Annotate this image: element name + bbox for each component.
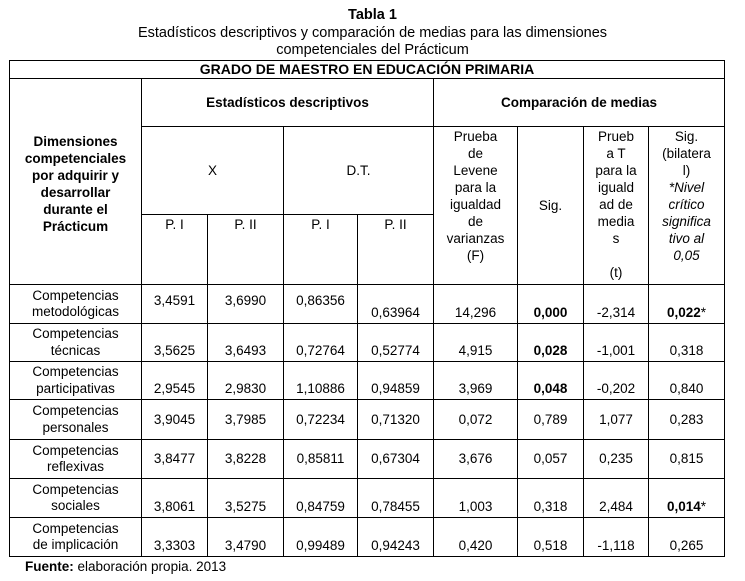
sd-p1-cell: 0,84759 [284, 479, 358, 518]
sig-note-line: crítico [668, 197, 705, 212]
sig-bilateral-value: 0,318 [669, 343, 704, 358]
sig-cell: 0,518 [518, 518, 584, 557]
levene-header-line: (F) [466, 248, 485, 263]
sig-note-line: *Nivel [668, 180, 705, 195]
t-value-cell: 1,077 [584, 400, 649, 440]
source-text: elaboración propia. 2013 [73, 559, 227, 574]
significance-mark: * [700, 305, 707, 320]
table-row [10, 440, 725, 479]
sig-cell: 0,789 [518, 400, 584, 440]
ttest-header [584, 127, 649, 285]
sd-p2-cell: 0,52774 [358, 324, 434, 362]
sig-bilateral-value: 0,815 [669, 451, 704, 466]
sd-p2-cell: 0,94859 [358, 362, 434, 400]
sd-p1-cell: 1,10886 [284, 362, 358, 400]
mean-p1-cell: 3,8477 [142, 440, 208, 479]
table-row [10, 518, 725, 557]
sig-bilateral-cell [649, 324, 725, 362]
dimension-name-line: reflexivas [46, 459, 105, 474]
statistics-table [9, 60, 725, 557]
significance-mark: * [700, 499, 707, 514]
table-band-header: GRADO DE MAESTRO EN EDUCACIÓN PRIMARIA [10, 61, 725, 79]
mean-p2-cell: 3,5275 [208, 479, 284, 518]
mean-p2-cell: 3,6990 [208, 285, 284, 324]
dt-p2-header: P. II [358, 215, 434, 285]
dimension-name-line: técnicas [50, 342, 101, 358]
table-row [10, 285, 725, 324]
mean-p1-cell: 3,4591 [142, 285, 208, 324]
sig-bilateral-cell [649, 518, 725, 557]
mean-p2-cell: 3,4790 [208, 518, 284, 557]
ttest-header-line: media [597, 214, 635, 229]
mean-x-header: X [142, 127, 284, 215]
sig-bilateral-value: 0,014 [667, 499, 701, 514]
mean-p1-cell: 3,8061 [142, 479, 208, 518]
sig-cell: 0,057 [518, 440, 584, 479]
dimension-name [10, 285, 142, 324]
mean-p1-cell: 2,9545 [142, 362, 208, 400]
table-caption-line-1: Estadísticos descriptivos y comparación de medias para las dimensiones [137, 25, 608, 41]
sig-header: Sig. [518, 127, 584, 285]
sig-cell: 0,000 [518, 285, 584, 324]
mean-p2-cell: 3,6493 [208, 324, 284, 362]
sd-p1-cell: 0,72764 [284, 324, 358, 362]
levene-f-cell: 3,676 [434, 440, 518, 479]
sig-bilateral-value: 0,283 [669, 411, 704, 427]
sig-cell: 0,318 [518, 479, 584, 518]
ttest-header-line: a T [606, 146, 626, 161]
dimension-name-line: personales [42, 419, 109, 435]
dimension-name-line: Competencias [32, 287, 119, 303]
dimension-header-line: durante el [43, 201, 108, 217]
levene-f-cell: 0,072 [434, 400, 518, 440]
ttest-header-line: para la [595, 163, 637, 178]
ttest-header-line: Prueb [597, 129, 635, 144]
dimension-name [10, 479, 142, 518]
levene-header-line: varianzas [446, 231, 505, 246]
mean-p2-cell: 3,8228 [208, 440, 284, 479]
source-label: Fuente: [25, 559, 74, 574]
dimension-name-line: Competencias [32, 481, 119, 497]
sig-bilateral-cell [649, 362, 725, 400]
levene-f-cell: 4,915 [434, 324, 518, 362]
dimension-name-line: metodológicas [31, 304, 120, 319]
sd-p2-cell: 0,67304 [358, 440, 434, 479]
table-row [10, 479, 725, 518]
descriptive-stats-header: Estadísticos descriptivos [142, 79, 434, 127]
levene-header-line: Levene [453, 163, 498, 178]
ttest-header-line [586, 247, 646, 264]
mean-p2-cell: 3,7985 [208, 400, 284, 440]
table-source-note [25, 559, 226, 575]
t-value-cell: -1,001 [584, 324, 649, 362]
sd-p1-cell: 0,85811 [284, 440, 358, 479]
dimension-name-line: de implicación [32, 537, 119, 552]
levene-f-cell: 1,003 [434, 479, 518, 518]
table-row [10, 324, 725, 362]
table-title: Tabla 1 [348, 7, 397, 23]
sig-cell: 0,048 [518, 362, 584, 400]
dimension-name [10, 362, 142, 400]
sig-bilateral-cell [649, 400, 725, 440]
dimension-header-line: Prácticum [42, 218, 109, 234]
dimension-name-line: Competencias [32, 442, 119, 458]
sig-bilateral-header-line: Sig. [674, 129, 699, 144]
x-p1-header: P. I [142, 215, 208, 285]
sd-p1-cell: 0,99489 [284, 518, 358, 557]
dimension-name-line: Competencias [32, 520, 119, 536]
sig-note-line: significa [662, 214, 711, 229]
table-row [10, 400, 725, 440]
std-dev-header: D.T. [284, 127, 434, 215]
dimension-name [10, 324, 142, 362]
ttest-header-line: (t) [609, 265, 623, 280]
mean-p2-cell: 2,9830 [208, 362, 284, 400]
dimension-header-line: competenciales [24, 150, 127, 166]
mean-p1-cell: 3,5625 [142, 324, 208, 362]
sig-cell: 0,028 [518, 324, 584, 362]
t-value-cell: -1,118 [584, 518, 649, 557]
sig-note-line: 0,05 [673, 248, 700, 263]
levene-f-cell: 14,296 [434, 285, 518, 324]
ttest-header-line: ad de [599, 197, 633, 212]
dimension-header-line: desarrollar [40, 184, 111, 200]
sig-bilateral-cell [649, 285, 725, 324]
dimension-name-line: sociales [51, 498, 100, 513]
levene-header-line: Prueba [453, 129, 498, 144]
sd-p1-cell: 0,86356 [284, 285, 358, 324]
levene-header-line: de [467, 214, 484, 229]
dimension-column-header [10, 79, 142, 285]
t-value-cell: -2,314 [584, 285, 649, 324]
dt-p1-header: P. I [284, 215, 358, 285]
ttest-header-line: iguald [597, 180, 635, 195]
mean-p1-cell: 3,9045 [142, 400, 208, 440]
dimension-header-line: por adquirir y [31, 167, 119, 183]
mean-p1-cell: 3,3303 [142, 518, 208, 557]
t-value-cell: -0,202 [584, 362, 649, 400]
sig-bilateral-value: 0,022 [667, 305, 701, 320]
levene-header-line: para la [454, 180, 497, 195]
t-value-cell: 0,235 [584, 440, 649, 479]
sig-bilateral-value: 0,265 [669, 538, 704, 553]
ttest-header-line: s [612, 231, 620, 246]
dimension-name [10, 518, 142, 557]
sig-bilateral-cell [649, 479, 725, 518]
levene-header-line: de [467, 146, 484, 161]
dimension-header-line: Dimensiones [33, 133, 118, 149]
sig-bilateral-cell [649, 440, 725, 479]
dimension-name [10, 440, 142, 479]
sd-p2-cell: 0,63964 [358, 285, 434, 324]
dimension-name-line: participativas [36, 380, 115, 396]
levene-header-line: igualdad [449, 197, 502, 212]
sd-p2-cell: 0,78455 [358, 479, 434, 518]
sd-p2-cell: 0,71320 [358, 400, 434, 440]
x-p2-header: P. II [208, 215, 284, 285]
table-caption-line-2: competenciales del Prácticum [276, 42, 469, 58]
sig-bilateral-header-line: (bilatera [662, 146, 711, 161]
sd-p1-cell: 0,72234 [284, 400, 358, 440]
dimension-name-line: Competencias [32, 326, 119, 341]
table-row [10, 362, 725, 400]
levene-f-cell: 0,420 [434, 518, 518, 557]
sig-bilateral-header-line: l) [682, 163, 691, 178]
sig-note-line: tivo al [668, 231, 705, 246]
sd-p2-cell: 0,94243 [358, 518, 434, 557]
levene-header [434, 127, 518, 285]
dimension-name-line: Competencias [32, 403, 119, 418]
sig-bilateral-value: 0,840 [669, 381, 704, 396]
dimension-name [10, 400, 142, 440]
sig-bilateral-header [649, 127, 725, 285]
means-comparison-header: Comparación de medias [434, 79, 725, 127]
dimension-name-line: Competencias [32, 364, 119, 379]
levene-f-cell: 3,969 [434, 362, 518, 400]
t-value-cell: 2,484 [584, 479, 649, 518]
